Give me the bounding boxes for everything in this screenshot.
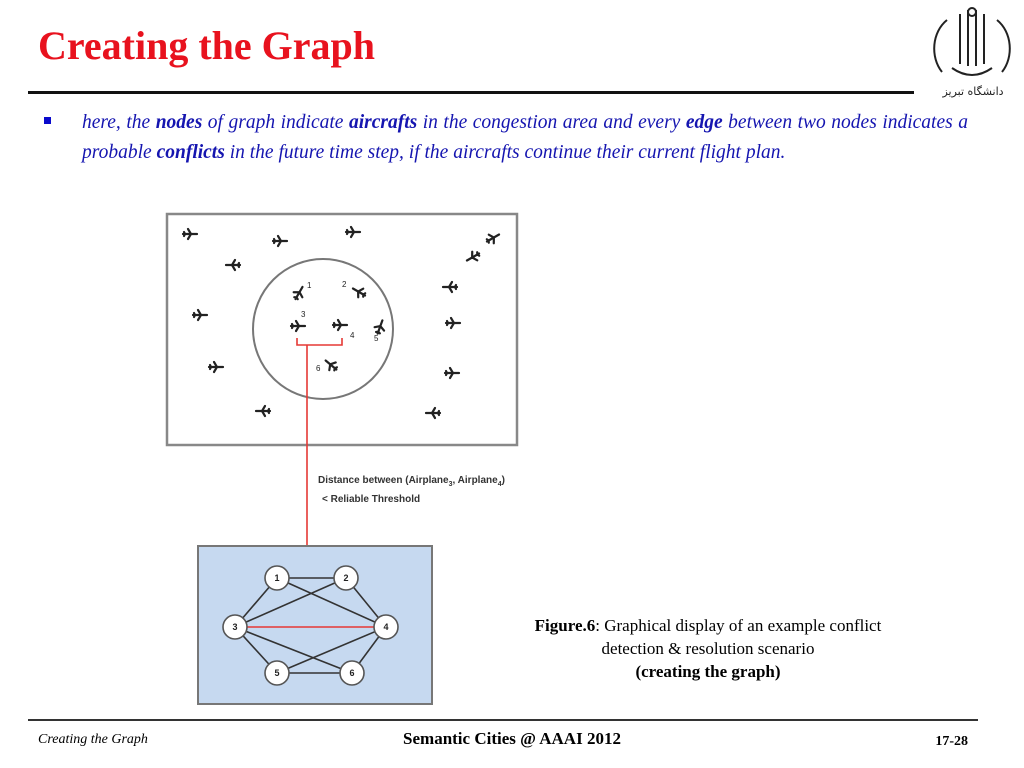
figure-caption (522, 614, 894, 683)
footer-divider (28, 719, 978, 721)
keyword-conflicts: conflicts (156, 142, 225, 163)
slide-title: Creating the Graph (38, 23, 376, 68)
graph-node (265, 566, 289, 590)
plane-label: 6 (316, 364, 321, 373)
figure-6 (160, 205, 580, 710)
bullet-text: here, the nodes of graph indicate aircrafts in the congestion area and every edge between two nodes indicates a probable conflicts in the future time step, if the aircrafts continue their current flight plan. (82, 112, 968, 163)
svg-text:5: 5 (274, 668, 280, 678)
bullet-icon (44, 117, 51, 124)
plane-label: 5 (374, 334, 379, 343)
plane-label: 4 (350, 331, 355, 340)
svg-text:6: 6 (349, 668, 355, 678)
plane-label: 1 (307, 281, 312, 290)
svg-text:3: 3 (232, 622, 238, 632)
university-logo (922, 2, 1024, 102)
footer-section-title: Creating the Graph (38, 732, 148, 747)
distance-label: Distance between (Airplane$_3$, Airplane$_4$) (318, 475, 505, 488)
footer-event: Semantic Cities @ AAAI 2012 (403, 729, 621, 748)
graph-node (223, 615, 247, 639)
graph-node (340, 661, 364, 685)
keyword-nodes: nodes (155, 112, 203, 133)
plane-label: 3 (301, 310, 306, 319)
svg-text:1: 1 (274, 573, 280, 583)
graph-node (265, 661, 289, 685)
airspace-panel (167, 214, 517, 445)
slide-number: 17-28 (935, 734, 968, 749)
logo-text: دانشگاه تبریز (942, 85, 1004, 98)
title-divider (28, 91, 914, 94)
keyword-edge: edge (685, 112, 723, 133)
caption-text: : Graphical display of an example conflict detection & resolution scenario (595, 616, 882, 658)
svg-text:2: 2 (343, 573, 349, 583)
caption-label: Figure.6 (534, 616, 596, 635)
threshold-label: < Reliable Threshold (322, 494, 421, 505)
caption-bold: (creating the graph) (635, 662, 781, 681)
keyword-aircrafts: aircrafts (348, 112, 418, 133)
graph-node (334, 566, 358, 590)
plane-label: 2 (342, 280, 347, 289)
graph-node (374, 615, 398, 639)
svg-text:4: 4 (383, 622, 389, 632)
